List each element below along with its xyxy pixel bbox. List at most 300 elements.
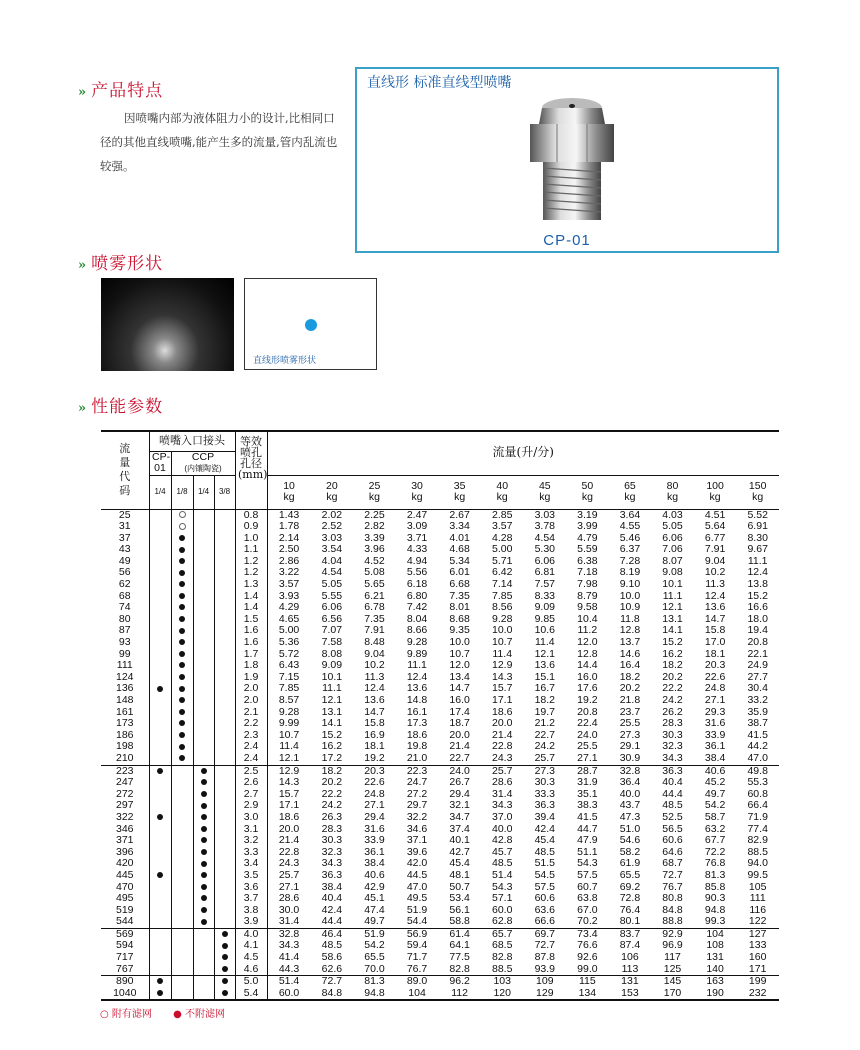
flow-value-cell: 13.6: [406, 682, 428, 695]
inlet-mark-cell: [149, 800, 171, 812]
flow-value-cell: 57.1: [491, 892, 513, 905]
pressure-value: 65: [624, 480, 636, 492]
inlet-mark-cell: [149, 567, 171, 579]
flow-value-cell: 42.4: [534, 822, 555, 835]
flow-value-cell: 18.6: [491, 705, 513, 718]
flow-value-cell: 9.35: [449, 624, 470, 637]
orifice-cell: 3.7: [235, 893, 267, 905]
flow-value-cell: 21.4: [267, 835, 311, 847]
flow-value-cell: 19.2: [353, 753, 396, 765]
flow-value-cell: 17.4: [449, 705, 470, 718]
filled-dot-icon: [179, 651, 185, 657]
pressure-unit: kg: [368, 491, 381, 503]
flow-value-cell: 35.9: [747, 705, 768, 718]
flow-value-cell: 6.21: [364, 589, 385, 602]
inlet-mark-cell: [149, 765, 171, 777]
table-row: [101, 579, 779, 591]
flow-value-cell: 13.6: [364, 694, 385, 706]
orifice-cell: 1.3: [235, 579, 267, 591]
flow-value-cell: 58.8: [438, 916, 481, 928]
flow-value-cell: 27.7: [747, 670, 768, 683]
filled-dot-icon: [201, 814, 207, 820]
flow-value-cell: 3.57: [491, 520, 513, 533]
flow-value-cell: 12.1: [267, 753, 311, 765]
flow-value-cell: 199: [748, 975, 767, 988]
flow-value-cell: 46.4: [321, 927, 343, 940]
orifice-cell: 2.7: [235, 789, 267, 801]
flow-value-cell: 19.8: [406, 740, 428, 753]
filled-dot-icon: [157, 686, 163, 692]
flow-value-cell: 60.0: [267, 988, 311, 1001]
inlet-mark-cell: [214, 812, 235, 824]
filled-dot-icon: [201, 849, 207, 855]
flow-code-cell: 80: [118, 612, 131, 625]
double-chevron-icon: »: [78, 258, 86, 273]
inlet-mark-cell: [171, 753, 193, 765]
table-row: [101, 777, 779, 789]
inlet-mark-cell: [193, 544, 214, 556]
flow-value-cell: 20.0: [267, 824, 311, 836]
spray-shape-label: 直线形喷雾形状: [253, 356, 317, 366]
flow-value-cell: 42.9: [364, 880, 385, 893]
orifice-cell: 2.0: [235, 695, 267, 707]
flow-value-cell: 47.3: [619, 810, 641, 823]
flow-value-cell: 6.06: [534, 554, 555, 567]
flow-value-cell: 2.47: [406, 508, 428, 521]
flow-code-cell: 111: [116, 659, 133, 672]
inlet-mark-cell: [171, 683, 193, 695]
flow-value-cell: 9.10: [619, 578, 641, 591]
inlet-mark-cell: [193, 905, 214, 917]
filled-dot-icon: [201, 791, 207, 797]
flow-value-cell: 23.7: [619, 705, 641, 718]
inlet-mark-cell: [149, 625, 171, 637]
size-header: 1/8: [171, 475, 193, 509]
flow-code-cell: 62: [118, 578, 131, 591]
inlet-mark-cell: [149, 614, 171, 626]
flow-value-cell: 38.7: [747, 717, 768, 730]
pressure-unit: kg: [666, 491, 679, 503]
filled-dot-icon: [179, 570, 185, 576]
table-row: [101, 964, 779, 976]
flow-value-cell: 9.89: [406, 647, 428, 660]
flow-value-cell: 13.1: [321, 705, 343, 718]
flow-value-cell: 10.0: [449, 636, 470, 649]
flow-value-cell: 61.4: [449, 927, 470, 940]
flow-value-cell: 54.3: [577, 857, 598, 870]
flow-value-cell: 48.1: [449, 868, 470, 881]
flow-value-cell: 9.85: [534, 612, 555, 625]
pressure-header: [736, 475, 779, 509]
filled-dot-icon: [179, 604, 185, 610]
orifice-cell: 3.5: [235, 870, 267, 882]
flow-value-cell: 16.6: [747, 601, 768, 614]
orifice-cell: 1.6: [235, 625, 267, 637]
col-header-ccp: [171, 451, 235, 475]
flow-value-cell: 2.67: [449, 508, 470, 521]
flow-value-cell: 76.7: [662, 880, 683, 893]
flow-value-cell: 87.4: [619, 939, 641, 952]
flow-value-cell: 58.2: [619, 845, 641, 858]
flow-value-cell: 47.0: [736, 753, 779, 765]
orifice-cell: 1.7: [235, 649, 267, 661]
filled-dot-icon: [157, 978, 163, 984]
flow-value-cell: 131: [621, 975, 639, 988]
inlet-mark-cell: [214, 789, 235, 801]
inlet-mark-cell: [149, 976, 171, 988]
flow-value-cell: 72.2: [704, 845, 726, 858]
inlet-mark-cell: [149, 730, 171, 742]
flow-value-cell: 58.7: [704, 810, 726, 823]
flow-value-cell: 76.6: [577, 939, 598, 952]
flow-value-cell: 33.9: [364, 834, 385, 847]
inlet-mark-cell: [193, 649, 214, 661]
inlet-mark-cell: [193, 882, 214, 894]
flow-value-cell: 27.2: [406, 787, 428, 800]
flow-value-cell: 8.07: [662, 554, 683, 567]
inlet-mark-cell: [149, 591, 171, 603]
flow-value-cell: 6.80: [406, 589, 428, 602]
flow-value-cell: 34.6: [406, 822, 428, 835]
table-row: [101, 835, 779, 847]
flow-code-cell: 569: [115, 927, 134, 940]
flow-value-cell: 7.91: [704, 543, 726, 556]
inlet-mark-cell: [214, 928, 235, 940]
inlet-mark-cell: [171, 777, 193, 789]
flow-value-cell: 5.05: [662, 520, 683, 533]
inlet-mark-cell: [214, 741, 235, 753]
inlet-mark-cell: [171, 660, 193, 672]
flow-value-cell: 34.3: [491, 799, 513, 812]
inlet-mark-cell: [171, 928, 193, 940]
flow-value-cell: 6.68: [449, 578, 470, 591]
flow-value-cell: 40.6: [364, 868, 385, 881]
header-row-sizes: [101, 475, 779, 509]
orifice-cell: 2.9: [235, 800, 267, 812]
flow-value-cell: 14.3: [491, 670, 513, 683]
pressure-value: 30: [411, 480, 423, 492]
flow-code-cell: 717: [115, 951, 134, 964]
flow-value-cell: 5.36: [267, 637, 311, 649]
flow-value-cell: 10.7: [267, 730, 311, 742]
orifice-cell: 4.6: [235, 964, 267, 976]
flow-value-cell: 55.3: [747, 776, 768, 789]
performance-table: [101, 430, 779, 1001]
flow-value-cell: 3.71: [406, 531, 428, 544]
features-description: 因喷嘴内部为液体阻力小的设计,比相同口径的其他直线喷嘴,能产生多的流量,管内乱流也较强。: [100, 111, 338, 173]
product-title: 直线形 标准直线型喷嘴: [367, 75, 512, 91]
flow-value-cell: 7.58: [321, 636, 343, 649]
inlet-mark-cell: [171, 882, 193, 894]
flow-value-cell: 160: [748, 951, 767, 964]
orifice-cell: 1.6: [235, 637, 267, 649]
flow-value-cell: 11.4: [267, 741, 311, 753]
inlet-mark-cell: [171, 789, 193, 801]
flow-value-cell: 41.5: [577, 810, 598, 823]
flow-value-cell: 99.3: [694, 916, 737, 928]
flow-value-cell: 12.4: [747, 566, 768, 579]
inlet-mark-cell: [149, 602, 171, 614]
flow-value-cell: 31.6: [704, 717, 726, 730]
flow-value-cell: 19.7: [534, 705, 555, 718]
pressure-header: [609, 475, 652, 509]
pressure-value: 150: [748, 480, 767, 492]
flow-value-cell: 22.4: [577, 717, 598, 730]
filled-dot-icon: [179, 547, 185, 553]
flow-value-cell: 38.3: [577, 799, 598, 812]
flow-value-cell: 21.8: [619, 694, 641, 706]
inlet-mark-cell: [214, 649, 235, 661]
flow-code-cell: 186: [115, 728, 134, 741]
inlet-mark-cell: [214, 695, 235, 707]
filled-dot-icon: [222, 978, 228, 984]
flow-value-cell: 5.00: [267, 625, 311, 637]
flow-value-cell: 49.5: [406, 892, 428, 905]
flow-value-cell: 32.1: [449, 799, 470, 812]
flow-value-cell: 12.1: [534, 647, 555, 660]
pressure-unit: kg: [752, 491, 764, 503]
flow-code-cell: 890: [115, 975, 134, 988]
pressure-value: 50: [581, 480, 594, 492]
flow-value-cell: 9.04: [364, 647, 385, 660]
flow-value-cell: 12.9: [491, 659, 513, 672]
flow-value-cell: 34.3: [651, 753, 694, 765]
pressure-header: [438, 475, 481, 509]
filled-dot-icon: [201, 803, 207, 809]
orifice-cell: 1.9: [235, 672, 267, 684]
flow-value-cell: 56.5: [662, 822, 683, 835]
flow-value-cell: 4.28: [491, 531, 513, 544]
flow-value-cell: 42.0: [406, 857, 428, 870]
flow-value-cell: 6.91: [747, 520, 768, 533]
flow-code-cell: 56: [118, 566, 131, 579]
flow-value-cell: 27.3: [534, 764, 555, 777]
pressure-header: [651, 475, 694, 509]
product-card: [355, 67, 779, 253]
flow-value-cell: 48.5: [662, 799, 683, 812]
pressure-unit: kg: [624, 491, 636, 503]
inlet-mark-cell: [171, 988, 193, 1001]
flow-value-cell: 7.15: [267, 672, 311, 684]
flow-value-cell: 22.2: [321, 787, 343, 800]
orifice-cell: 3.9: [235, 916, 267, 928]
inlet-mark-cell: [149, 847, 171, 859]
inlet-mark-cell: [171, 847, 193, 859]
flow-value-cell: 24.0: [577, 728, 598, 741]
orifice-cell: 0.9: [235, 521, 267, 533]
inlet-mark-cell: [193, 940, 214, 952]
inlet-mark-cell: [214, 800, 235, 812]
flow-value-cell: 64.6: [662, 845, 683, 858]
flow-value-cell: 3.22: [267, 567, 311, 579]
flow-value-cell: 127: [748, 927, 767, 940]
flow-value-cell: 64.1: [449, 939, 470, 952]
inlet-mark-cell: [214, 765, 235, 777]
flow-value-cell: 92.9: [662, 927, 683, 940]
flow-value-cell: 10.4: [577, 612, 598, 625]
flow-value-cell: 3.99: [577, 520, 598, 533]
filled-dot-icon: [179, 744, 185, 750]
spray-shape-title-text: 喷雾形状: [91, 254, 164, 274]
flow-value-cell: 52.5: [662, 810, 683, 823]
flow-value-cell: 15.2: [747, 589, 768, 602]
flow-value-cell: 15.7: [267, 789, 311, 801]
filled-dot-icon: [222, 954, 228, 960]
legend-with-filter: ○ 附有滤网: [100, 1009, 152, 1020]
flow-value-cell: 12.0: [449, 659, 470, 672]
inlet-mark-cell: [149, 741, 171, 753]
flow-value-cell: 49.7: [704, 787, 726, 800]
filled-dot-icon: [201, 919, 207, 925]
flow-value-cell: 3.57: [267, 579, 311, 591]
flow-value-cell: 72.7: [534, 939, 555, 952]
flow-value-cell: 20.2: [662, 670, 683, 683]
flow-value-cell: 113: [609, 964, 652, 976]
inlet-mark-cell: [193, 614, 214, 626]
inlet-mark-cell: [214, 614, 235, 626]
inlet-mark-cell: [149, 509, 171, 521]
flow-code-cell: 161: [115, 705, 134, 718]
inlet-mark-cell: [171, 916, 193, 928]
flow-value-cell: 133: [748, 939, 767, 952]
filled-dot-icon: [157, 872, 163, 878]
flow-value-cell: 12.8: [577, 647, 598, 660]
flow-value-cell: 20.8: [577, 705, 598, 718]
flow-value-cell: 14.7: [704, 612, 726, 625]
flow-code-cell: 124: [115, 670, 134, 683]
flow-value-cell: 131: [706, 951, 724, 964]
inlet-mark-cell: [149, 882, 171, 894]
flow-value-cell: 16.7: [534, 682, 555, 695]
flow-value-cell: 60.7: [577, 880, 598, 893]
filled-dot-icon: [179, 558, 185, 564]
flow-value-cell: 51.5: [534, 857, 555, 870]
table-row: [101, 753, 779, 765]
pressure-header: [566, 475, 609, 509]
flow-value-cell: 25.5: [619, 717, 641, 730]
pressure-unit: kg: [411, 491, 423, 503]
flow-value-cell: 12.9: [267, 765, 311, 777]
flow-code-cell: 420: [115, 857, 134, 870]
inlet-mark-cell: [214, 988, 235, 1001]
pressure-value: 45: [538, 480, 551, 492]
filled-dot-icon: [201, 872, 207, 878]
flow-value-cell: 21.0: [396, 753, 439, 765]
flow-value-cell: 83.7: [619, 927, 641, 940]
performance-title-text: 性能参数: [91, 397, 164, 417]
flow-value-cell: 42.8: [491, 834, 513, 847]
flow-value-cell: 14.6: [619, 647, 641, 660]
flow-value-cell: 76.4: [619, 903, 641, 916]
flow-value-cell: 30.9: [609, 753, 652, 765]
flow-value-cell: 16.0: [577, 670, 598, 683]
flow-value-cell: 22.6: [704, 670, 726, 683]
flow-value-cell: 22.2: [662, 682, 683, 695]
flow-value-cell: 51.4: [491, 868, 513, 881]
flow-value-cell: 11.8: [620, 612, 640, 625]
flow-value-cell: 57.5: [534, 880, 555, 893]
orifice-cell: 2.3: [235, 730, 267, 742]
inlet-mark-cell: [214, 602, 235, 614]
flow-value-cell: 31.4: [267, 916, 311, 928]
inlet-mark-cell: [149, 928, 171, 940]
flow-value-cell: 2.25: [364, 508, 385, 521]
flow-value-cell: 82.8: [438, 964, 481, 976]
flow-value-cell: 5.59: [577, 543, 598, 556]
flow-code-cell: 1040: [101, 988, 149, 1001]
flow-value-cell: 31.6: [364, 822, 385, 835]
inlet-mark-cell: [149, 858, 171, 870]
flow-value-cell: 9.58: [577, 601, 598, 614]
flow-value-cell: 21.4: [491, 728, 513, 741]
inlet-mark-cell: [214, 579, 235, 591]
inlet-mark-cell: [171, 533, 193, 545]
pressure-unit: kg: [539, 491, 551, 503]
flow-code-cell: 93: [118, 636, 131, 649]
flow-value-cell: 65.5: [619, 868, 641, 881]
orifice-cell: 4.0: [235, 928, 267, 940]
inlet-mark-cell: [171, 718, 193, 730]
flow-value-cell: 45.7: [491, 845, 513, 858]
pressure-header: [267, 475, 311, 509]
inlet-mark-cell: [193, 591, 214, 603]
legend: [100, 1005, 243, 1020]
orifice-cell: 1.8: [235, 660, 267, 672]
orifice-cell: 1.4: [235, 602, 267, 614]
flow-value-cell: 99.5: [747, 868, 768, 881]
inlet-mark-cell: [193, 521, 214, 533]
flow-value-cell: 77.5: [449, 951, 470, 964]
table-row: [101, 695, 779, 707]
inlet-mark-cell: [193, 847, 214, 859]
pressure-unit: kg: [581, 491, 593, 503]
flow-value-cell: 8.56: [491, 601, 513, 614]
flow-value-cell: 41.5: [747, 728, 768, 741]
flow-value-cell: 35.1: [577, 787, 598, 800]
flow-value-cell: 3.19: [577, 508, 598, 521]
flow-value-cell: 10.6: [534, 624, 555, 637]
flow-value-cell: 50.7: [449, 880, 470, 893]
inlet-mark-cell: [214, 591, 235, 603]
flow-value-cell: 54.2: [704, 799, 726, 812]
pressure-unit: kg: [454, 491, 466, 503]
filled-dot-icon: [179, 581, 185, 587]
flow-value-cell: 80.8: [662, 892, 683, 905]
flow-value-cell: 18.6: [267, 812, 311, 824]
flow-value-cell: 16.2: [321, 740, 343, 753]
flow-value-cell: 82.9: [747, 834, 768, 847]
flow-value-cell: 42.7: [449, 845, 470, 858]
inlet-mark-cell: [193, 707, 214, 719]
inlet-mark-cell: [171, 614, 193, 626]
flow-value-cell: 3.54: [321, 543, 343, 556]
flow-value-cell: 29.4: [449, 787, 470, 800]
flow-value-cell: 70.0: [353, 964, 396, 976]
flow-value-cell: 63.2: [704, 822, 726, 835]
flow-value-cell: 18.6: [406, 728, 428, 741]
flow-value-cell: 6.37: [619, 543, 641, 556]
filled-dot-icon: [157, 990, 163, 996]
inlet-mark-cell: [149, 637, 171, 649]
flow-value-cell: 17.1: [491, 694, 513, 706]
inlet-mark-cell: [193, 579, 214, 591]
flow-value-cell: 4.33: [406, 543, 428, 556]
inlet-mark-cell: [214, 905, 235, 917]
flow-value-cell: 56.1: [449, 903, 470, 916]
flow-value-cell: 24.2: [321, 799, 343, 812]
col-header-code: [101, 431, 149, 509]
flow-code-cell: 594: [115, 939, 134, 952]
